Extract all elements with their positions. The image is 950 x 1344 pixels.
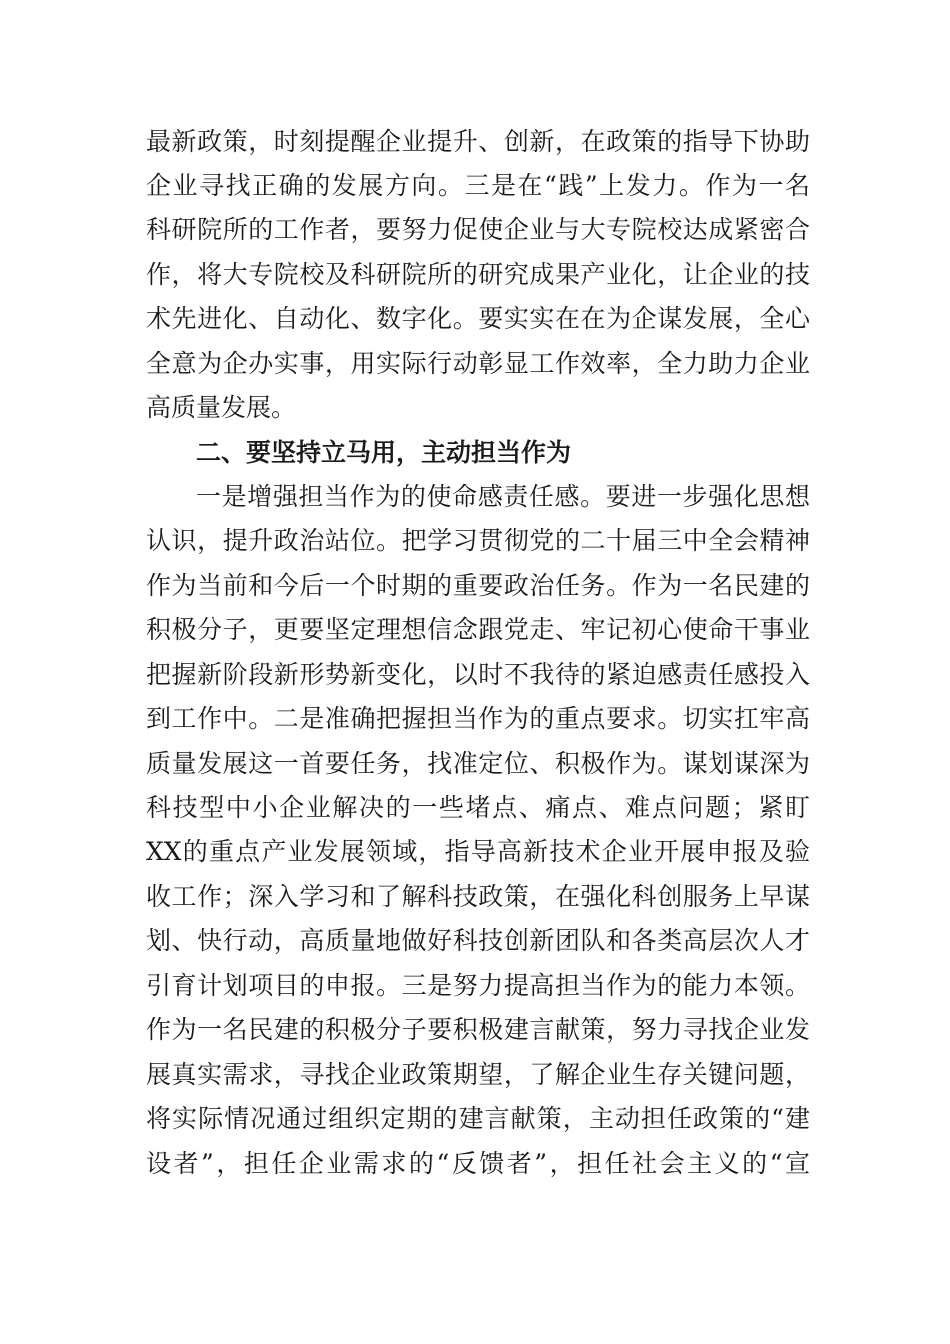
paragraph2-line-8: 科技型中小企业解决的一些堵点、痛点、难点问题；紧盯 (146, 793, 810, 822)
paragraph1-line-2: 企业寻找正确的发展方向。三是在“践”上发力。作为一名 (146, 171, 810, 200)
paragraph2-line-3: 作为当前和今后一个时期的重要政治任务。作为一名民建的 (146, 571, 810, 600)
paragraph2-line-12: 引育计划项目的申报。三是努力提高担当作为的能力本领。 (146, 971, 810, 1000)
paragraph2-line-1: 一是增强担当作为的使命感责任感。要进一步强化思想 (196, 482, 810, 511)
paragraph2-line-15: 将实际情况通过组织定期的建言献策，主动担任政策的“建 (146, 1104, 810, 1133)
paragraph1-line-7: 高质量发展。 (146, 393, 297, 422)
section-heading: 二、要坚持立马用，主动担当作为 (196, 438, 572, 467)
paragraph1-line-3: 科研院所的工作者，要努力促使企业与大专院校达成紧密合 (146, 215, 810, 244)
paragraph2-line-16: 设者”，担任企业需求的“反馈者”，担任社会主义的“宣 (146, 1149, 810, 1178)
paragraph2-line-10: 收工作；深入学习和了解科技政策，在强化科创服务上早谋 (146, 882, 810, 911)
paragraph1-line-5: 术先进化、自动化、数字化。要实实在在为企谋发展，全心 (146, 304, 810, 333)
paragraph2-line-4: 积极分子，更要坚定理想信念跟党走、牢记初心使命干事业 (146, 615, 810, 644)
paragraph2-line-5: 把握新阶段新形势新变化，以时不我待的紧迫感责任感投入 (146, 660, 810, 689)
paragraph2-line-2: 认识，提升政治站位。把学习贯彻党的二十届三中全会精神 (146, 526, 810, 555)
paragraph2-line-14: 展真实需求，寻找企业政策期望，了解企业生存关键问题， (146, 1060, 810, 1089)
paragraph2-line-9: XX的重点产业发展领域，指导高新技术企业开展申报及验 (146, 837, 810, 866)
paragraph2-line-7: 质量发展这一首要任务，找准定位、积极作为。谋划谋深为 (146, 749, 810, 778)
paragraph2-line-11: 划、快行动，高质量地做好科技创新团队和各类高层次人才 (146, 926, 810, 955)
paragraph1-line-4: 作，将大专院校及科研院所的研究成果产业化，让企业的技 (146, 260, 810, 289)
paragraph1-line-6: 全意为企办实事，用实际行动彰显工作效率，全力助力企业 (146, 349, 810, 378)
paragraph2-line-13: 作为一名民建的积极分子要积极建言献策，努力寻找企业发 (146, 1015, 810, 1044)
paragraph1-line-1: 最新政策，时刻提醒企业提升、创新，在政策的指导下协助 (146, 127, 810, 156)
paragraph2-line-6: 到工作中。二是准确把握担当作为的重点要求。切实扛牢高 (146, 704, 810, 733)
